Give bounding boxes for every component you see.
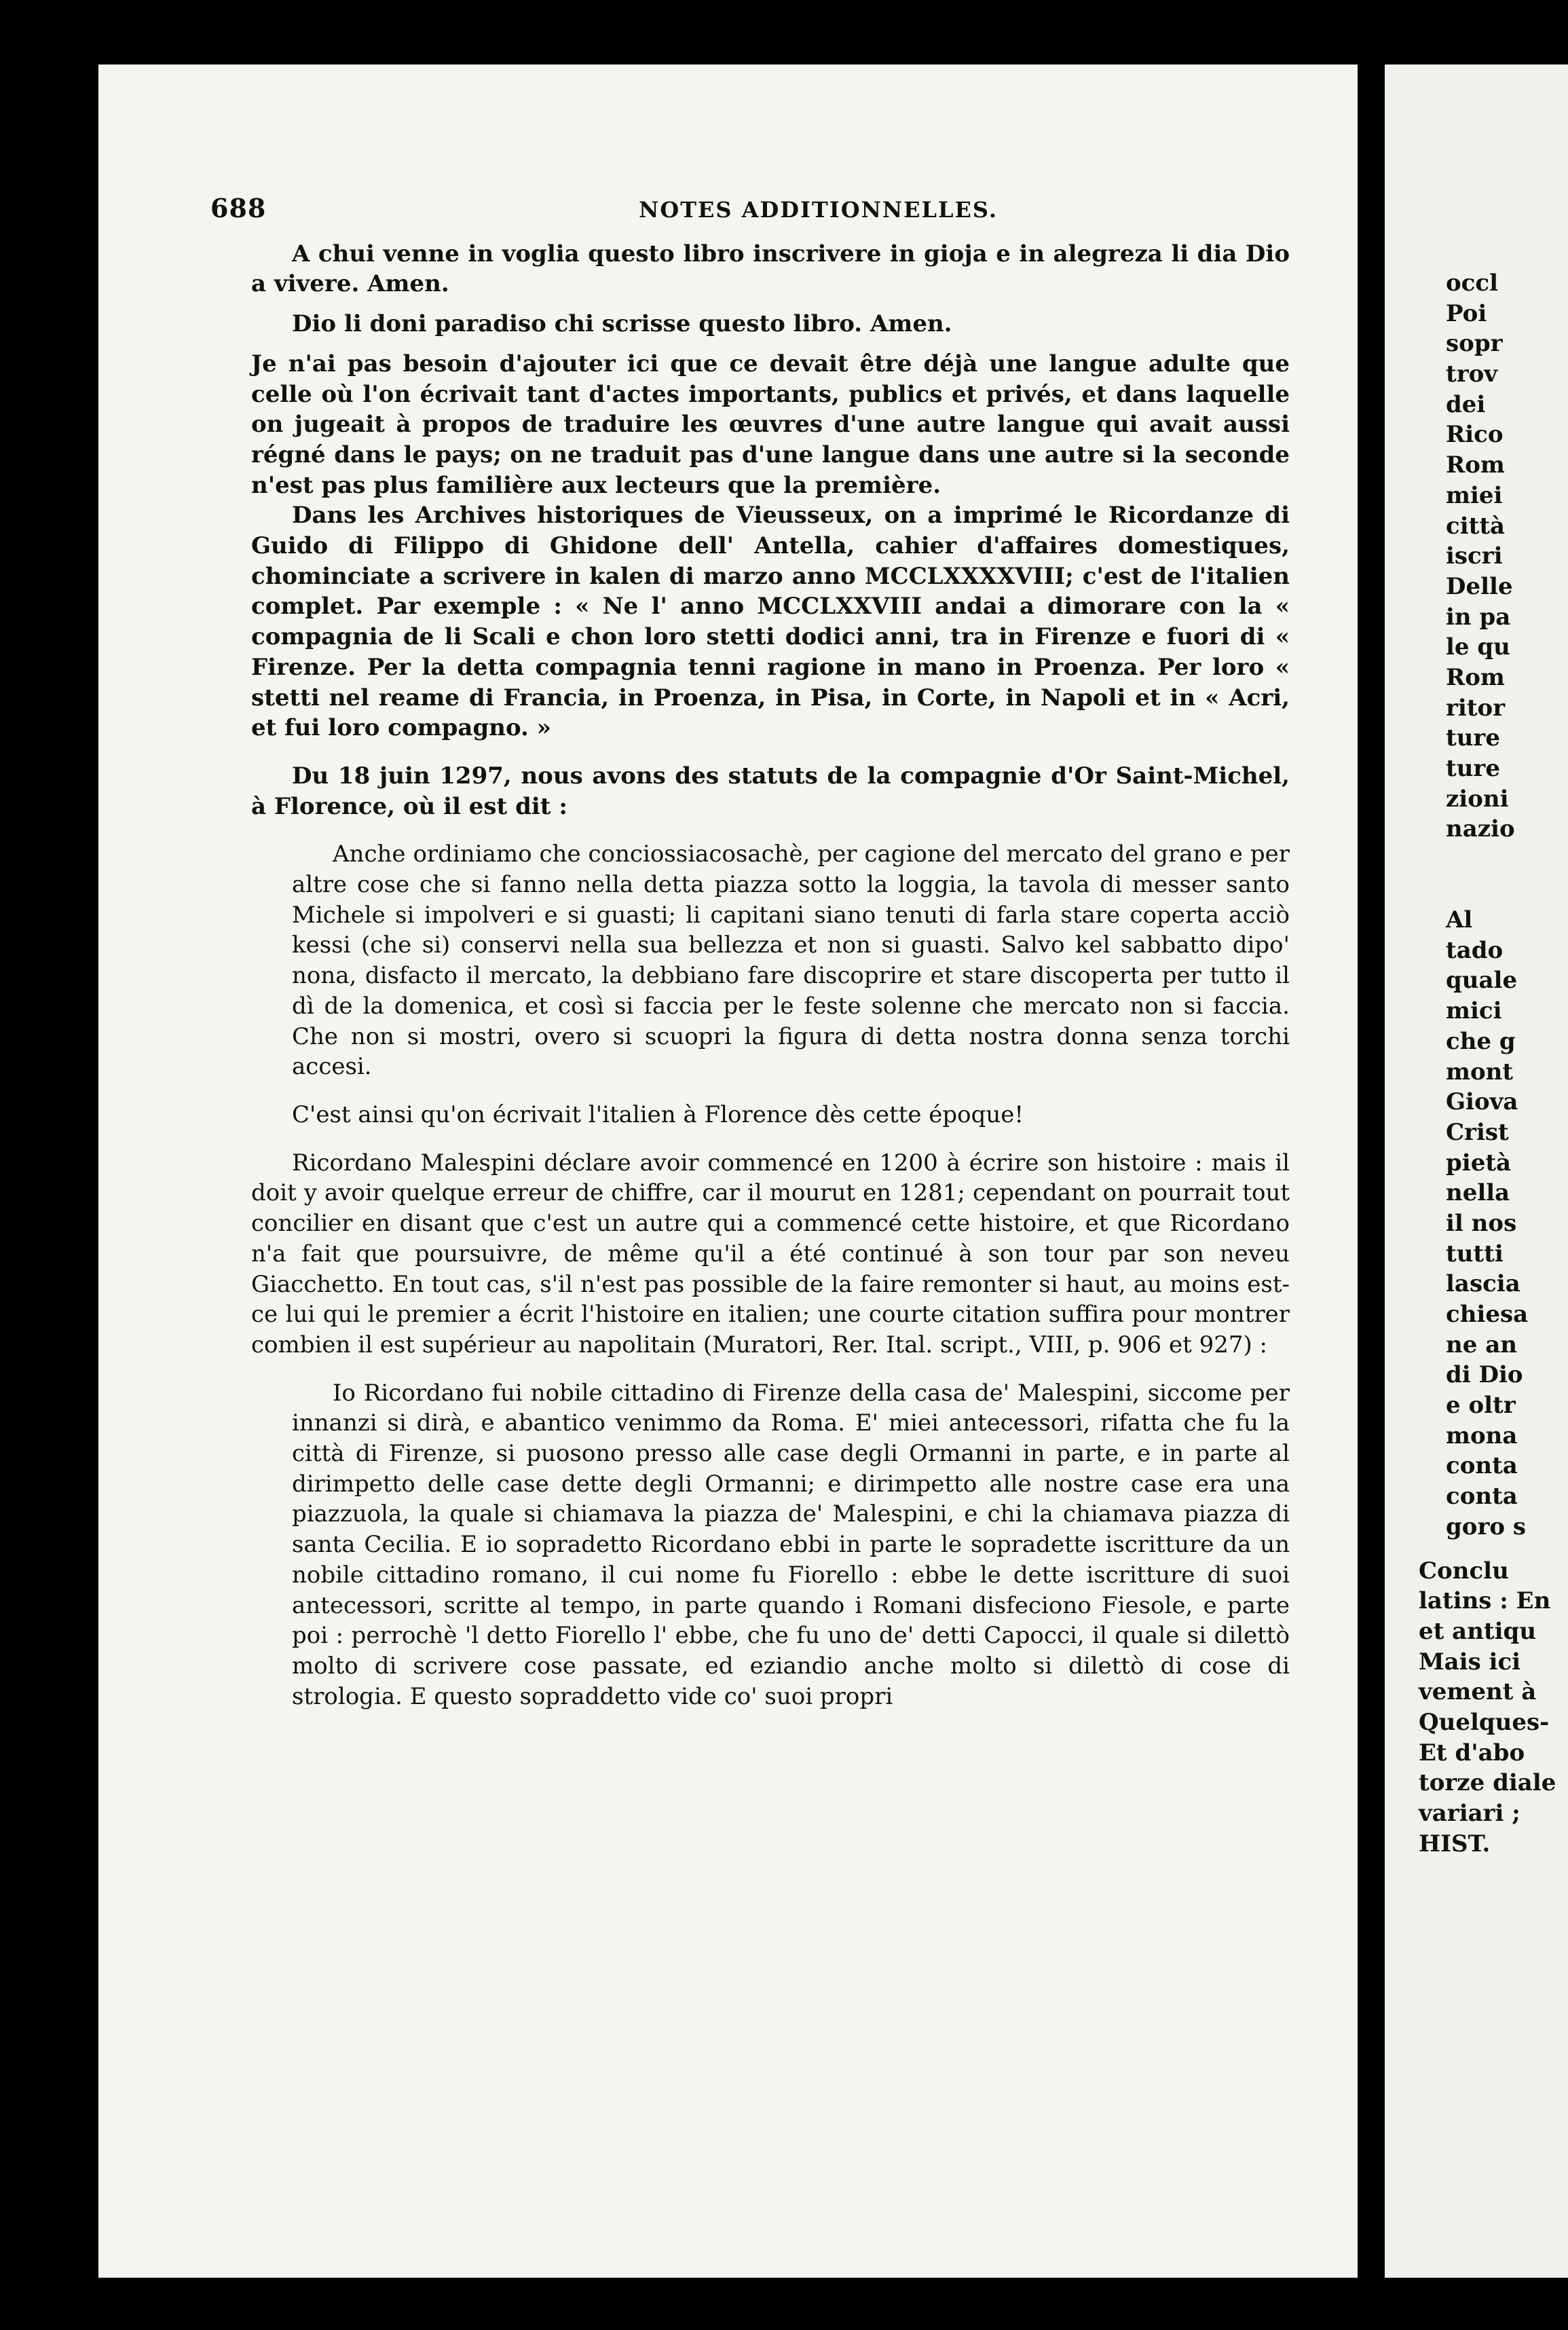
facing-line: tutti [1446, 1240, 1504, 1268]
facing-line: le qu [1446, 633, 1510, 661]
facing-line: ne an [1446, 1331, 1517, 1358]
facing-line: Rom [1446, 451, 1505, 479]
facing-line: occl [1446, 270, 1498, 297]
facing-line: Quelques- [1419, 1708, 1550, 1736]
paragraph-langue-adulte: Je n'ai pas besoin d'ajouter ici que ce devait être déjà une langue adulte que celle où l'on écrivait tant d'actes importants, publics et privés, et dans laquelle on jugeait à propos de traduire les œuvres d'une autre langue qui avait aussi régné dans le pays; on ne traduit pas d'une langue dans une autre si la seconde n'est pas plus familière aux lecteurs que la première. [251, 350, 1290, 499]
facing-line: nella [1446, 1179, 1510, 1207]
facing-line: in pa [1446, 603, 1511, 631]
quote-line-2: Dio li doni paradiso chi scrisse questo libro. Amen. [292, 310, 952, 338]
facing-line: Rom [1446, 663, 1505, 691]
running-header [210, 193, 1290, 225]
facing-line: et antiqu [1419, 1617, 1537, 1645]
facing-line: chiesa [1446, 1301, 1529, 1328]
facing-line: Al [1446, 906, 1473, 934]
facing-line: quale [1446, 967, 1518, 995]
facing-line: dei [1446, 390, 1486, 418]
facing-line: tado [1446, 936, 1504, 964]
facing-line: Rico [1446, 421, 1504, 449]
facing-line: mont [1446, 1058, 1514, 1086]
facing-line: di Dio [1446, 1361, 1523, 1389]
facing-line: variari ; [1419, 1800, 1520, 1827]
facing-line: vement à [1419, 1678, 1537, 1706]
paragraph-epoque: C'est ainsi qu'on écrivait l'italien à Florence dès cette époque! [292, 1101, 1024, 1128]
facing-line: mona [1446, 1422, 1518, 1449]
facing-line: iscri [1446, 542, 1503, 570]
quote-ricordano: Io Ricordano fui nobile cittadino di Firenze della casa de' Malespini, siccome per innanzi si dirà, e abantico venimmo da Roma. E' miei antecessori, rifatta che fu la città di Firenze, si puosono presso alle case degli Ormanni in parte, e in parte al dirimpetto delle case dette degli Ormanni; e dirimpetto alle nostre case era una piazzuola, la quale si chiamava la piazza de' Malespini, e chi la chiamava piazza di santa Cecilia. E io sopradetto Ricordano ebbi in parte le sopradette iscritture da un nobile cittadino romano, il cui nome fu Fiorello : ebbe le dette iscritture di suoi antecessori, scritte al tempo, in parte quando i Romani disfeciono Fiesole, e parte poi : perrochè 'l detto Fiorello l' ebbe, che fu uno de' detti Capocci, il quale si dilettò molto di scrivere cose passate, ed eziandio anche molto si dilettò di cose di strologia. E questo sopraddetto vide co' suoi propri [292, 1379, 1290, 1710]
facing-line: Mais ici [1419, 1648, 1521, 1676]
facing-line: lascia [1446, 1270, 1520, 1298]
facing-line: ture [1446, 724, 1500, 752]
facing-line: ritor [1446, 694, 1506, 722]
facing-line: città [1446, 512, 1506, 540]
quote-line-1: A chui venne in voglia questo libro inscrivere in gioja e in alegreza li dia Dio a vivere. Amen. [251, 240, 1290, 298]
facing-line: mici [1446, 997, 1502, 1025]
facing-line: goro s [1446, 1513, 1527, 1540]
facing-line: torze diale [1419, 1769, 1556, 1797]
facing-line: zioni [1446, 785, 1509, 813]
running-title: NOTES ADDITIONNELLES. [639, 197, 998, 223]
facing-line: e oltr [1446, 1392, 1516, 1420]
facing-line: nazio [1446, 815, 1515, 843]
facing-line: Et d'abo [1419, 1739, 1525, 1767]
facing-line: latins : En [1419, 1587, 1551, 1615]
facing-line: che g [1446, 1027, 1516, 1055]
facing-line: Delle [1446, 572, 1513, 600]
facing-line: conta [1446, 1452, 1518, 1480]
paragraph-statuts: Du 18 juin 1297, nous avons des statuts de la compagnie d'Or Saint-Michel, à Florence, où il est dit : [251, 762, 1290, 820]
facing-line: Crist [1446, 1118, 1509, 1146]
page-number: 688 [210, 193, 267, 223]
facing-page-text [1419, 268, 1556, 1859]
facing-line: HIST. [1419, 1830, 1491, 1857]
facing-line: Poi [1446, 299, 1487, 327]
facing-line: sopr [1446, 330, 1503, 358]
paragraph-malespini: Ricordano Malespini déclare avoir commencé en 1200 à écrire son histoire : mais il doit y avoir quelque erreur de chiffre, car il mourut en 1281; cependant on pourrait tout concilier en disant que c'est un autre qui a commencé cette histoire, et que Ricordano n'a fait que poursuivre, de même qu'il a été continué à son tour par son neveu Giacchetto. En tout cas, s'il n'est pas possible de la faire remonter si haut, au moins est-ce lui qui le premier a écrit l'histoire en italien; une courte citation suffira pour montrer combien il est supérieur au napolitain (Muratori, Rer. Ital. script., VIII, p. 906 et 927) : [251, 1149, 1290, 1358]
facing-line: trov [1446, 360, 1498, 388]
facing-line: pietà [1446, 1149, 1512, 1177]
page-text [210, 193, 1290, 1712]
facing-line: conta [1446, 1483, 1518, 1511]
facing-line: il nos [1446, 1209, 1517, 1237]
quote-statuts: Anche ordiniamo che conciossiacosachè, per cagione del mercato del grano e per altre cose che si fanno nella detta piazza sotto la loggia, la tavola di messer santo Michele si impolveri e si guasti; li capitani siano tenuti di farla stare coperta acciò kessi (che si) conservi nella sua bellezza et non si guasti. Salvo kel sabbatto dipo' nona, disfacto il mercato, la debbiano fare discoprire et stare discoperta per tutto il dì de la domenica, et così si faccia per le feste solenne che mercato non si faccia. Che non si mostri, overo si scuopri la figura di detta nostra donna senza torchi accesi. [292, 840, 1290, 1081]
facing-line: miei [1446, 481, 1503, 509]
facing-line: Conclu [1419, 1557, 1509, 1585]
paragraph-archives: Dans les Archives historiques de Vieusseux, on a imprimé le Ricordanze di Guido di Filippo di Ghidone dell' Antella, cahier d'affaires domestiques, chominciate a scrivere in kalen di marzo anno MCCLXXXXVIII; c'est de l'italien complet. Par exemple : « Ne l' anno MCCLXXVIII andai a dimorare con la « compagnia de li Scali e chon loro stetti dodici anni, tra in Firenze e fuori di « Firenze. Per la detta compagnia tenni ragione in mano in Proenza. Per loro « stetti nel reame di Francia, in Proenza, in Pisa, in Corte, in Napoli et in « Acri, et fui loro compagno. » [251, 502, 1290, 742]
facing-line: Giova [1446, 1088, 1518, 1116]
facing-line: ture [1446, 755, 1500, 782]
